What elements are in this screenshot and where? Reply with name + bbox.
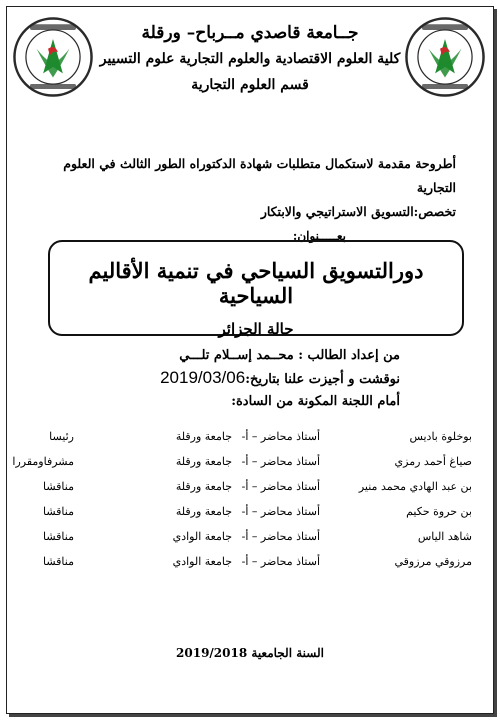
thesis-type: أطروحة مقدمة لاستكمال متطلبات شهادة الدكتوراه الطور الثالث في العلوم التجارية	[63, 156, 456, 195]
faculty-name: كلية العلوم الاقتصادية والعلوم التجارية علوم التسيير	[99, 51, 401, 67]
member-university: جامعة ورقلة	[175, 505, 232, 518]
committee-row	[20, 424, 480, 449]
academic-year: السنة الجامعية 2019/2018	[176, 646, 324, 660]
member-rank: أستاذ محاضر – أ-	[241, 505, 320, 518]
member-rank: أستاذ محاضر – أ-	[241, 480, 320, 493]
committee-table	[12, 424, 480, 574]
committee-row	[20, 499, 480, 524]
committee-row	[20, 524, 480, 549]
member-role: مناقشا	[43, 480, 74, 493]
member-name: بن حروة حكيم	[406, 505, 472, 518]
department-name: قسم العلوم التجارية	[191, 77, 309, 93]
member-name: شاهد الياس	[417, 530, 472, 543]
defense-info	[60, 345, 400, 413]
member-rank: أستاذ محاضر – أ-	[241, 530, 320, 543]
committee-row	[20, 549, 480, 574]
member-university: جامعة الوادي	[172, 530, 232, 543]
university-header	[96, 20, 404, 98]
member-role: رئيسا	[49, 430, 74, 443]
member-role: مناقشا	[43, 555, 74, 568]
defense-date: 2019/03/06	[160, 368, 246, 387]
committee-row	[20, 474, 480, 499]
defense-label: نوقشت و أجيزت علنا بتاريخ:	[245, 372, 400, 387]
university-logo-left	[12, 16, 94, 98]
member-name: مرزوقي مرزوقي	[394, 555, 472, 568]
thesis-description	[36, 152, 456, 248]
defense-line	[60, 367, 400, 391]
title-box	[48, 240, 464, 336]
thesis-specialization: تخصص:التسويق الاستراتيجي والابتكار	[260, 204, 456, 219]
member-rank: أستاذ محاضر – أ-	[241, 455, 320, 468]
member-name: بن عبد الهادي محمد منير	[358, 480, 472, 493]
member-name: بوخلوة باديس	[409, 430, 472, 443]
student-label: من إعداد الطالب :	[298, 348, 400, 363]
member-role: مشرفاومقررا	[12, 455, 74, 468]
committee-label: أمام اللجنة المكونة من السادة:	[231, 394, 400, 409]
thesis-subtitle: حالة الجزائر	[218, 320, 294, 338]
member-university: جامعة الوادي	[172, 555, 232, 568]
committee-row	[12, 449, 480, 474]
student-line	[60, 345, 400, 367]
member-role: مناقشا	[43, 530, 74, 543]
member-rank: أستاذ محاضر – أ-	[241, 555, 320, 568]
thesis-title-label: بعـــــنوان:	[292, 229, 346, 243]
student-name: محــمد إســلام تلـــي	[179, 348, 294, 363]
university-logo-right	[404, 16, 486, 98]
member-university: جامعة ورقلة	[175, 430, 232, 443]
member-role: مناقشا	[43, 505, 74, 518]
member-university: جامعة ورقلة	[175, 480, 232, 493]
university-name: جــامعة قاصدي مــرباح– ورقلة	[141, 23, 359, 43]
member-name: صياغ أحمد رمزي	[394, 455, 472, 468]
thesis-title: دورالتسويق السياحي في تنمية الأقاليم السياحية	[88, 258, 424, 308]
member-university: جامعة ورقلة	[175, 455, 232, 468]
member-rank: أستاذ محاضر – أ-	[241, 430, 320, 443]
